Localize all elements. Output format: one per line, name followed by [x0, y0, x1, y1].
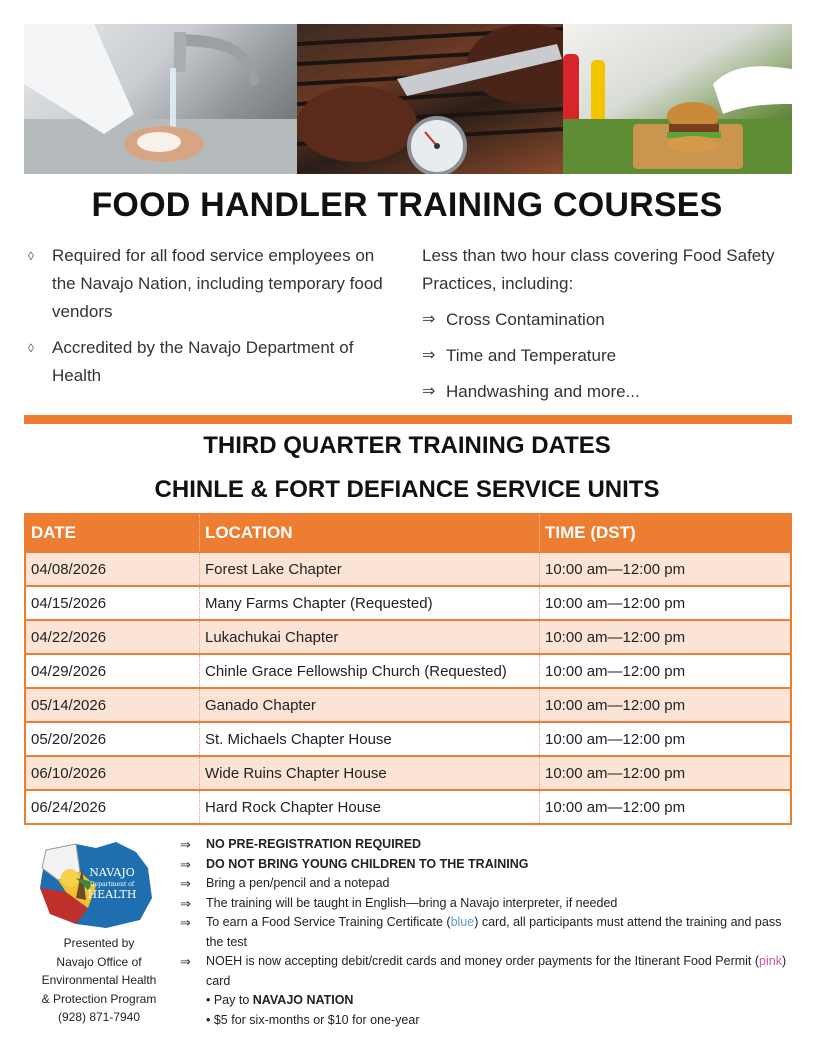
- presented-by-line: Environmental Health: [41, 973, 157, 987]
- double-right-arrow-icon: ⇒: [180, 954, 191, 969]
- page-title: FOOD HANDLER TRAINING COURSES: [91, 186, 723, 224]
- presented-by-line: & Protection Program: [41, 991, 157, 1006]
- diamond-outline-icon: ◊: [28, 341, 34, 355]
- topic-text: Handwashing and more...: [446, 382, 640, 401]
- table-row: [26, 721, 790, 755]
- presented-by-line: Navajo Office of: [56, 954, 142, 969]
- header-banner: [24, 24, 792, 174]
- list-item: [422, 378, 792, 406]
- location-cell: Hard Rock Chapter House: [200, 791, 540, 823]
- payment-payee: [180, 991, 790, 1011]
- section-heading: THIRD QUARTER TRAINING DATES: [203, 432, 611, 459]
- double-right-arrow-icon: ⇒: [422, 347, 436, 364]
- note-text-part: ) card, all participants must attend the training and pass the test: [206, 915, 782, 949]
- table-row: [26, 687, 790, 721]
- note-text-part: NOEH is now accepting debit/credit cards and money order payments for the Itinerant Food Permit (: [206, 954, 760, 968]
- note-text: [206, 952, 790, 991]
- column-header-time: TIME (DST): [545, 523, 636, 542]
- time-cell: 10:00 am—12:00 pm: [545, 798, 686, 816]
- topic-text: Time and Temperature: [446, 346, 617, 365]
- table-row: [26, 653, 790, 687]
- section-subheading: CHINLE & FORT DEFIANCE SERVICE UNITS: [154, 476, 660, 503]
- double-right-arrow-icon: ⇒: [180, 895, 191, 911]
- payee-name: NAVAJO NATION: [252, 993, 354, 1007]
- logo-text-navajo: NAVAJO: [89, 866, 135, 879]
- double-right-arrow-icon: ⇒: [422, 383, 436, 400]
- requirement-text: Accredited by the Navajo Department of Health: [52, 338, 354, 385]
- list-item: [28, 242, 388, 326]
- time-cell: 10:00 am—12:00 pm: [545, 628, 686, 646]
- presented-by-line: Presented by: [63, 936, 135, 950]
- list-item: [180, 855, 790, 875]
- time-cell: 10:00 am—12:00 pm: [545, 696, 686, 714]
- handwashing-photo: [24, 24, 297, 174]
- payment-prefix: • Pay to: [206, 993, 253, 1007]
- location-cell: Ganado Chapter: [200, 689, 540, 721]
- table-row: [26, 789, 790, 823]
- time-cell: 10:00 am—12:00 pm: [545, 730, 686, 748]
- date-cell: 04/08/2026: [26, 553, 200, 585]
- location-cell: Many Farms Chapter (Requested): [200, 587, 540, 619]
- column-header-date: DATE: [26, 515, 200, 551]
- list-item: [422, 342, 792, 370]
- location-cell: Wide Ruins Chapter House: [200, 757, 540, 789]
- note-text: [206, 913, 790, 952]
- table-header-row: [26, 515, 790, 551]
- class-description: Less than two hour class covering Food Safety Practices, including:: [422, 246, 775, 293]
- presented-by-block: [30, 934, 168, 1027]
- diamond-outline-icon: ◊: [28, 249, 34, 263]
- double-right-arrow-icon: ⇒: [180, 876, 191, 891]
- list-item: [180, 952, 790, 991]
- double-right-arrow-icon: ⇒: [180, 856, 191, 872]
- list-item: [180, 874, 790, 894]
- training-notes: [180, 835, 790, 1030]
- list-item: [180, 913, 790, 952]
- note-text: Bring a pen/pencil and a notepad: [206, 876, 390, 890]
- date-cell: 05/20/2026: [26, 723, 200, 755]
- pink-card-label: pink: [759, 954, 782, 968]
- note-text: DO NOT BRING YOUNG CHILDREN TO THE TRAINING: [206, 856, 529, 871]
- date-cell: 06/24/2026: [26, 791, 200, 823]
- requirements-list: [28, 242, 388, 398]
- list-item: [180, 894, 790, 914]
- note-text: NO PRE-REGISTRATION REQUIRED: [206, 837, 422, 851]
- table-row: [26, 619, 790, 653]
- requirement-text: Required for all food service employees on the Navajo Nation, including temporary food vendors: [52, 246, 383, 321]
- table-row: [26, 585, 790, 619]
- location-cell: Chinle Grace Fellowship Church (Requested): [200, 655, 540, 687]
- logo-text-department: Department of: [89, 881, 135, 888]
- note-text-part: ) card: [206, 954, 787, 988]
- double-right-arrow-icon: ⇒: [180, 915, 191, 930]
- column-header-location: LOCATION: [200, 515, 540, 551]
- logo-text-health: HEALTH: [87, 888, 137, 901]
- permit-price: • $5 for six-months or $10 for one-year: [206, 1012, 420, 1027]
- section-divider: [24, 415, 792, 424]
- topic-text: Cross Contamination: [446, 310, 605, 329]
- date-cell: 04/22/2026: [26, 621, 200, 653]
- location-cell: Forest Lake Chapter: [200, 553, 540, 585]
- time-cell: 10:00 am—12:00 pm: [545, 594, 686, 612]
- time-cell: 10:00 am—12:00 pm: [545, 764, 686, 782]
- double-right-arrow-icon: ⇒: [180, 837, 191, 852]
- date-cell: 04/29/2026: [26, 655, 200, 687]
- list-item: [28, 334, 388, 390]
- thermometer-photo: [297, 24, 563, 174]
- class-topics: [422, 242, 792, 406]
- schedule-table: [24, 513, 792, 825]
- table-row: [26, 755, 790, 789]
- time-cell: 10:00 am—12:00 pm: [545, 662, 686, 680]
- double-right-arrow-icon: ⇒: [422, 311, 436, 328]
- date-cell: 05/14/2026: [26, 689, 200, 721]
- date-cell: 06/10/2026: [26, 757, 200, 789]
- navajo-health-logo: [36, 838, 156, 930]
- note-text: The training will be taught in English—bring a Navajo interpreter, if needed: [206, 895, 618, 910]
- phone-number: (928) 871-7940: [57, 1010, 141, 1024]
- blue-card-label: blue: [450, 915, 475, 929]
- table-row: [26, 551, 790, 585]
- time-cell: 10:00 am—12:00 pm: [545, 560, 686, 578]
- list-item: [180, 835, 790, 855]
- burger-prep-photo: [563, 24, 792, 174]
- note-text-part: To earn a Food Service Training Certificate (: [206, 915, 451, 929]
- list-item: [422, 306, 792, 334]
- location-cell: St. Michaels Chapter House: [200, 723, 540, 755]
- date-cell: 04/15/2026: [26, 587, 200, 619]
- location-cell: Lukachukai Chapter: [200, 621, 540, 653]
